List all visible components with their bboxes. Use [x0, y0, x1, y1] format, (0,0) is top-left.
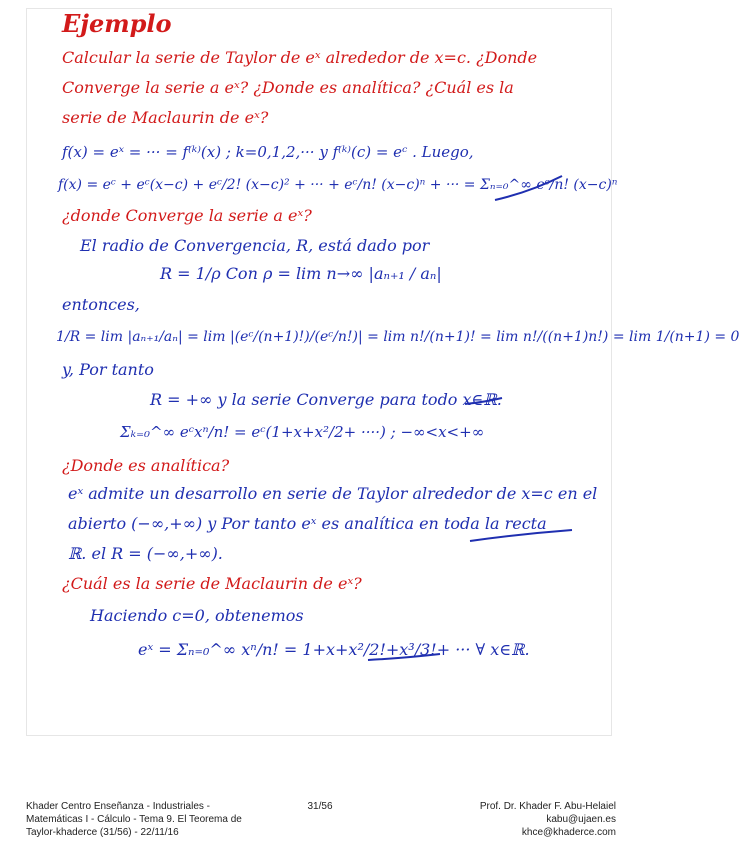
question-line-1: Calcular la serie de Taylor de eˣ alrededor de x=c. ¿Donde: [62, 48, 538, 67]
question-line-2: Converge la serie a eˣ? ¿Donde es analítica? ¿Cuál es la: [62, 78, 514, 97]
radius-result: R = +∞ y la serie Converge para todo x∈ℝ.: [150, 390, 502, 409]
entonces-label: entonces,: [62, 295, 140, 314]
analytic-answer-1: eˣ admite un desarrollo en serie de Taylor alrededor de x=c en el: [68, 484, 598, 503]
footer-email-2: khce@khaderce.com: [521, 827, 616, 838]
convergence-question: ¿donde Converge la serie a eˣ?: [62, 206, 312, 225]
question-line-3: serie de Maclaurin de eˣ?: [62, 108, 269, 127]
radius-intro: El radio de Convergencia, R, está dado por: [80, 236, 430, 255]
analytic-answer-3: ℝ. el R = (−∞,+∞).: [68, 544, 223, 563]
analytic-question: ¿Donde es analítica?: [62, 456, 230, 475]
page-number: 31/56: [307, 801, 333, 812]
footer-author-name: Prof. Dr. Khader F. Abu-Helaiel: [479, 801, 616, 812]
footer-left-line-3: Taylor-khaderce (31/56) - 22/11/16: [26, 827, 179, 838]
footer-email-1: kabu@ujaen.es: [546, 814, 616, 825]
limit-computation: 1/R = lim |aₙ₊₁/aₙ| = lim |(eᶜ/(n+1)!)/(eᶜ/n!)| = lim n!/(n+1)! = lim n!/((n+1)n!) = lim 1/(n+1) = 0: [56, 329, 739, 345]
radius-formula: R = 1/ρ Con ρ = lim n→∞ |aₙ₊₁ / aₙ|: [160, 264, 442, 283]
analytic-answer-2: abierto (−∞,+∞) y Por tanto eˣ es analítica en toda la recta: [68, 514, 547, 533]
maclaurin-question: ¿Cuál es la serie de Maclaurin de eˣ?: [62, 574, 362, 593]
slide-title: Ejemplo: [62, 9, 172, 38]
footer-left-line-1: Khader Centro Enseñanza - Industriales -: [26, 801, 210, 812]
derivative-line: f(x) = eˣ = ··· = f⁽ᵏ⁾(x) ; k=0,1,2,··· y f⁽ᵏ⁾(c) = eᶜ . Luego,: [62, 143, 474, 161]
taylor-series-line: f(x) = eᶜ + eᶜ(x−c) + eᶜ/2! (x−c)² + ··· + eᶜ/n! (x−c)ⁿ + ··· = Σₙ₌₀^∞ eᶜ/n! (x−c)ⁿ: [58, 177, 618, 193]
series-sum: Σₖ₌₀^∞ eᶜxⁿ/n! = eᶜ(1+x+x²/2+ ····) ; −∞<x<+∞: [120, 423, 485, 441]
maclaurin-intro: Haciendo c=0, obtenemos: [90, 606, 304, 625]
footer-left-line-2: Matemáticas I - Cálculo - Tema 9. El Teorema de: [26, 814, 242, 825]
por-tanto-label: y, Por tanto: [62, 360, 154, 379]
maclaurin-series: eˣ = Σₙ₌₀^∞ xⁿ/n! = 1+x+x²/2!+x³/3!+ ··· ∀ x∈ℝ.: [138, 640, 530, 659]
footer-course-info: [26, 800, 256, 839]
footer-author-info: [416, 800, 616, 839]
